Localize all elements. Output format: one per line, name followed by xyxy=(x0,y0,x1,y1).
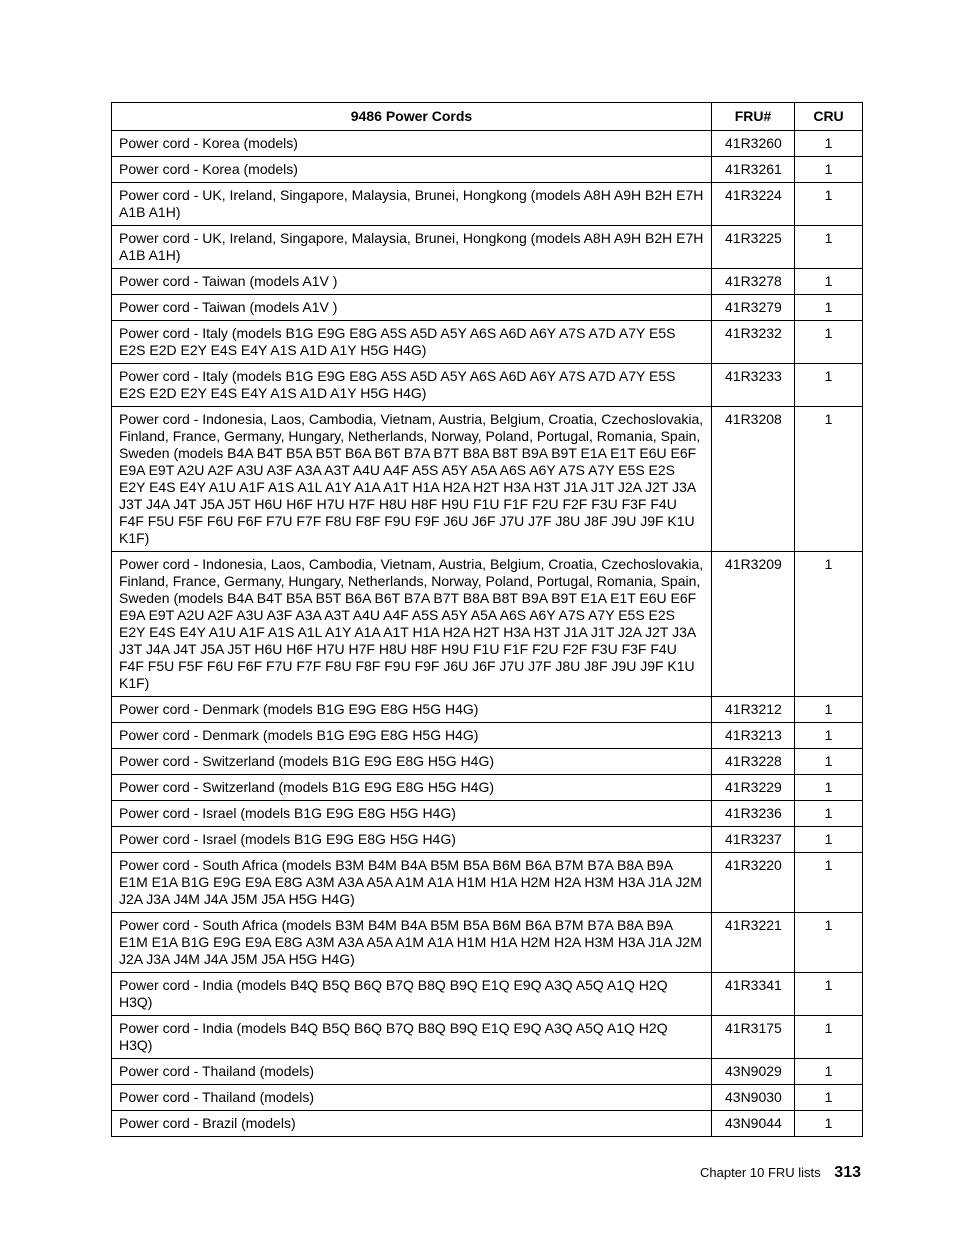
table-row xyxy=(112,853,863,913)
row-cru-value: 1 xyxy=(795,827,863,853)
table-row xyxy=(112,1111,863,1137)
table-row xyxy=(112,157,863,183)
row-fru-number: 41R3279 xyxy=(712,295,795,321)
table-row xyxy=(112,973,863,1016)
table-row xyxy=(112,183,863,226)
row-cru-value: 1 xyxy=(795,295,863,321)
table-row xyxy=(112,913,863,973)
row-fru-number: 41R3261 xyxy=(712,157,795,183)
row-description: Power cord - Thailand (models) xyxy=(112,1059,712,1085)
row-cru-value: 1 xyxy=(795,1059,863,1085)
row-cru-value: 1 xyxy=(795,973,863,1016)
table-row xyxy=(112,269,863,295)
row-fru-number: 43N9044 xyxy=(712,1111,795,1137)
row-description: Power cord - Korea (models) xyxy=(112,157,712,183)
page-number: 313 xyxy=(834,1164,861,1181)
row-description: Power cord - Switzerland (models B1G E9G E8G H5G H4G) xyxy=(112,775,712,801)
header-fru: FRU# xyxy=(712,103,795,131)
row-cru-value: 1 xyxy=(795,913,863,973)
row-fru-number: 41R3224 xyxy=(712,183,795,226)
table-row xyxy=(112,749,863,775)
table-row xyxy=(112,131,863,157)
row-cru-value: 1 xyxy=(795,749,863,775)
table-row xyxy=(112,697,863,723)
row-fru-number: 41R3237 xyxy=(712,827,795,853)
header-description: 9486 Power Cords xyxy=(112,103,712,131)
row-description: Power cord - South Africa (models B3M B4M B4A B5M B5A B6M B6A B7M B7A B8A B9A E1M E1A B1G E9G E9A E8G A3M A3A A5A A1M A1A H1M H1A H2M H2A H3M H3A J1A J2M J2A J3A J4M J4A J5M J5A H5G H4G) xyxy=(112,913,712,973)
row-cru-value: 1 xyxy=(795,853,863,913)
row-fru-number: 41R3221 xyxy=(712,913,795,973)
table-row xyxy=(112,364,863,407)
row-fru-number: 41R3232 xyxy=(712,321,795,364)
row-description: Power cord - UK, Ireland, Singapore, Malaysia, Brunei, Hongkong (models A8H A9H B2H E7H A1B A1H) xyxy=(112,226,712,269)
row-description: Power cord - UK, Ireland, Singapore, Malaysia, Brunei, Hongkong (models A8H A9H B2H E7H A1B A1H) xyxy=(112,183,712,226)
row-fru-number: 41R3209 xyxy=(712,552,795,697)
table-row xyxy=(112,1016,863,1059)
table-row xyxy=(112,827,863,853)
row-description: Power cord - Israel (models B1G E9G E8G H5G H4G) xyxy=(112,827,712,853)
row-description: Power cord - India (models B4Q B5Q B6Q B7Q B8Q B9Q E1Q E9Q A3Q A5Q A1Q H2Q H3Q) xyxy=(112,1016,712,1059)
chapter-label: Chapter 10 FRU lists xyxy=(700,1165,821,1180)
row-fru-number: 41R3229 xyxy=(712,775,795,801)
row-description: Power cord - Taiwan (models A1V ) xyxy=(112,295,712,321)
row-cru-value: 1 xyxy=(795,321,863,364)
table-row xyxy=(112,1059,863,1085)
row-cru-value: 1 xyxy=(795,269,863,295)
row-description: Power cord - South Africa (models B3M B4M B4A B5M B5A B6M B6A B7M B7A B8A B9A E1M E1A B1G E9G E9A E8G A3M A3A A5A A1M A1A H1M H1A H2M H2A H3M H3A J1A J2M J2A J3A J4M J4A J5M J5A H5G H4G) xyxy=(112,853,712,913)
row-fru-number: 41R3260 xyxy=(712,131,795,157)
row-description: Power cord - Korea (models) xyxy=(112,131,712,157)
row-description: Power cord - Indonesia, Laos, Cambodia, Vietnam, Austria, Belgium, Croatia, Czechoslovakia, Finland, France, Germany, Hungary, Netherlands, Norway, Poland, Portugal, Romania, Spain, Sweden (models B4A B4T B5A B5T B6A B6T B7A B7T B8A B8T B9A B9T E1A E1T E6U E6F E9A E9T A2U A2F A3U A3F A3A A3T A4U A4F A5S A5Y A5A A6S A6Y A7S A7Y E5S E2S E2Y E4S E4Y A1U A1F A1S A1L A1Y A1A A1T H1A H2A H2T H3A H3T J1A J1T J2A J2T J3A J3T J4A J4T J5A J5T H6U H6F H7U H7F H8U H8F H9U F1U F1F F2U F2F F3U F3F F4U F4F F5U F5F F6U F6F F7U F7F F8U F8F F9U F9F J6U J6F J7U J7F J8U J8F J9U J9F K1U K1F) xyxy=(112,552,712,697)
row-description: Power cord - Switzerland (models B1G E9G E8G H5G H4G) xyxy=(112,749,712,775)
row-description: Power cord - Taiwan (models A1V ) xyxy=(112,269,712,295)
table-header-row xyxy=(112,103,863,131)
row-cru-value: 1 xyxy=(795,226,863,269)
row-cru-value: 1 xyxy=(795,801,863,827)
row-fru-number: 41R3278 xyxy=(712,269,795,295)
row-description: Power cord - Brazil (models) xyxy=(112,1111,712,1137)
row-cru-value: 1 xyxy=(795,1016,863,1059)
row-fru-number: 41R3208 xyxy=(712,407,795,552)
row-cru-value: 1 xyxy=(795,1085,863,1111)
row-fru-number: 41R3225 xyxy=(712,226,795,269)
row-fru-number: 41R3220 xyxy=(712,853,795,913)
row-cru-value: 1 xyxy=(795,723,863,749)
row-cru-value: 1 xyxy=(795,697,863,723)
row-description: Power cord - Denmark (models B1G E9G E8G H5G H4G) xyxy=(112,723,712,749)
table-row xyxy=(112,407,863,552)
row-fru-number: 41R3233 xyxy=(712,364,795,407)
page-footer xyxy=(700,1164,861,1182)
row-cru-value: 1 xyxy=(795,364,863,407)
row-fru-number: 41R3228 xyxy=(712,749,795,775)
row-cru-value: 1 xyxy=(795,407,863,552)
table-row xyxy=(112,775,863,801)
row-fru-number: 41R3341 xyxy=(712,973,795,1016)
table-row xyxy=(112,801,863,827)
row-cru-value: 1 xyxy=(795,183,863,226)
table-row xyxy=(112,723,863,749)
row-cru-value: 1 xyxy=(795,1111,863,1137)
row-description: Power cord - Italy (models B1G E9G E8G A5S A5D A5Y A6S A6D A6Y A7S A7D A7Y E5S E2S E2D E2Y E4S E4Y A1S A1D A1Y H5G H4G) xyxy=(112,364,712,407)
row-description: Power cord - Denmark (models B1G E9G E8G H5G H4G) xyxy=(112,697,712,723)
row-fru-number: 41R3213 xyxy=(712,723,795,749)
row-description: Power cord - Indonesia, Laos, Cambodia, Vietnam, Austria, Belgium, Croatia, Czechoslovakia, Finland, France, Germany, Hungary, Netherlands, Norway, Poland, Portugal, Romania, Spain, Sweden (models B4A B4T B5A B5T B6A B6T B7A B7T B8A B8T B9A B9T E1A E1T E6U E6F E9A E9T A2U A2F A3U A3F A3A A3T A4U A4F A5S A5Y A5A A6S A6Y A7S A7Y E5S E2S E2Y E4S E4Y A1U A1F A1S A1L A1Y A1A A1T H1A H2A H2T H3A H3T J1A J1T J2A J2T J3A J3T J4A J4T J5A J5T H6U H6F H7U H7F H8U H8F H9U F1U F1F F2U F2F F3U F3F F4U F4F F5U F5F F6U F6F F7U F7F F8U F8F F9U F9F J6U J6F J7U J7F J8U J8F J9U J9F K1U K1F) xyxy=(112,407,712,552)
row-fru-number: 41R3236 xyxy=(712,801,795,827)
row-description: Power cord - Italy (models B1G E9G E8G A5S A5D A5Y A6S A6D A6Y A7S A7D A7Y E5S E2S E2D E2Y E4S E4Y A1S A1D A1Y H5G H4G) xyxy=(112,321,712,364)
table-row xyxy=(112,552,863,697)
row-fru-number: 43N9029 xyxy=(712,1059,795,1085)
row-description: Power cord - Thailand (models) xyxy=(112,1085,712,1111)
row-cru-value: 1 xyxy=(795,131,863,157)
row-fru-number: 43N9030 xyxy=(712,1085,795,1111)
row-fru-number: 41R3175 xyxy=(712,1016,795,1059)
table-row xyxy=(112,321,863,364)
row-cru-value: 1 xyxy=(795,552,863,697)
table-row xyxy=(112,295,863,321)
row-description: Power cord - Israel (models B1G E9G E8G H5G H4G) xyxy=(112,801,712,827)
row-description: Power cord - India (models B4Q B5Q B6Q B7Q B8Q B9Q E1Q E9Q A3Q A5Q A1Q H2Q H3Q) xyxy=(112,973,712,1016)
row-cru-value: 1 xyxy=(795,157,863,183)
row-fru-number: 41R3212 xyxy=(712,697,795,723)
table-row xyxy=(112,226,863,269)
table-row xyxy=(112,1085,863,1111)
power-cords-table xyxy=(111,102,863,1137)
header-cru: CRU xyxy=(795,103,863,131)
row-cru-value: 1 xyxy=(795,775,863,801)
